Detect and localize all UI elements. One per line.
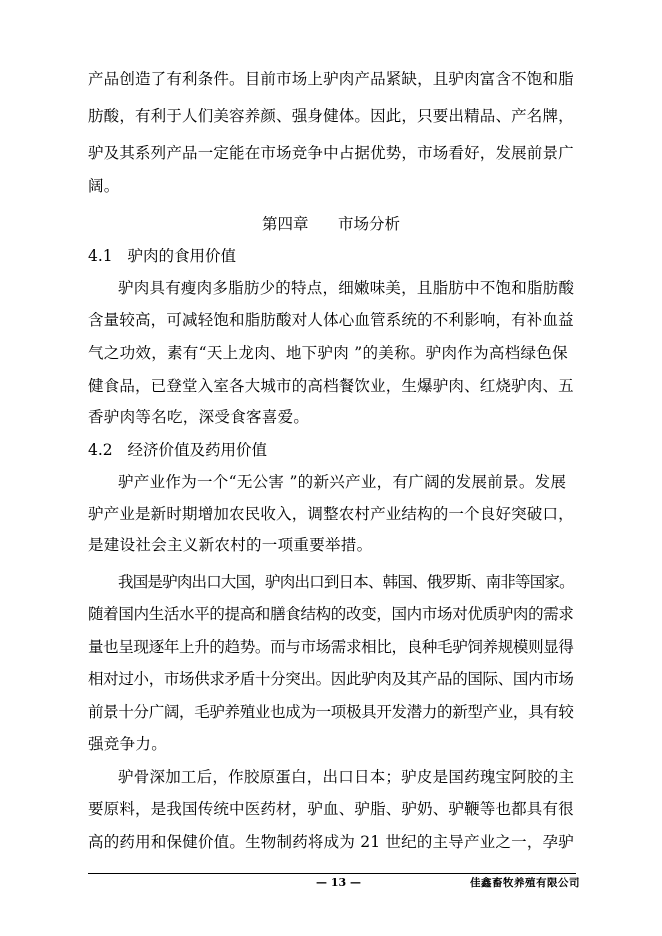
paragraph-line: 强竞争力。 [88,735,168,753]
footer-divider [88,873,576,874]
paragraph-line: 产品创造了有利条件。目前市场上驴肉产品紧缺，且驴肉富含不饱和脂 [88,70,574,88]
paragraph-line: 驴肉具有瘦肉多脂肪少的特点，细嫩味美，且脂肪中不饱和脂肪酸 [118,279,575,297]
paragraph-line: 驴产业是新时期增加农民收入，调整农村产业结构的一个良好突破口， [88,505,574,523]
paragraph-line: 驴产业作为一个“无公害 ”的新兴产业，有广阔的发展前景。发展 [118,473,567,491]
section-heading-4-1 [88,246,236,266]
paragraph-line: 相对过小，市场供求矛盾十分突出。因此驴肉及其产品的国际、国内市场 [88,670,574,688]
section-number: 4.1 [88,247,113,265]
paragraph-line: 健食品，已登堂入室各大城市的高档餐饮业，生爆驴肉、红烧驴肉、五 [88,377,574,395]
page-number: — 13 — [316,876,361,889]
footer-company-name: 佳鑫畜牧养殖有限公司 [470,877,580,889]
paragraph-line: 量也呈现逐年上升的趋势。而与市场需求相比，良种毛驴饲养规模则显得 [88,638,574,656]
paragraph-line: 前景十分广阔，毛驴养殖业也成为一项极具开发潜力的新型产业，具有较 [88,703,574,721]
section-number: 4.2 [88,441,113,459]
paragraph-line: 是建设社会主义新农村的一项重要举措。 [88,536,373,554]
paragraph-line: 随着国内生活水平的提高和膳食结构的改变，国内市场对优质驴肉的需求 [88,605,574,623]
chapter-heading [0,214,662,234]
chapter-title: 市场分析 [338,215,401,233]
paragraph-line: 驴及其系列产品一定能在市场竞争中占据优势，市场看好，发展前景广 [88,144,574,162]
section-title: 经济价值及药用价值 [127,441,267,459]
paragraph-line: 香驴肉等名吃，深受食客喜爱。 [88,408,310,426]
paragraph-line: 阔。 [88,177,120,195]
paragraph-line: 含量较高，可减轻饱和脂肪酸对人体心血管系统的不利影响，有补血益 [88,311,574,329]
paragraph-line: 要原料，是我国传统中医药材，驴血、驴脂、驴奶、驴鞭等也都具有很 [88,800,574,818]
paragraph-line: 肪酸，有利于人们美容养颜、强身健体。因此，只要出精品、产名牌， [88,107,574,125]
paragraph-line: 高的药用和保健价值。生物制药将成为 21 世纪的主导产业之一，孕驴 [88,833,574,851]
section-heading-4-2 [88,440,267,460]
paragraph-line: 我国是驴肉出口大国，驴肉出口到日本、韩国、俄罗斯、南非等国家。 [118,573,574,591]
chapter-number: 第四章 [261,215,309,233]
paragraph-line: 驴骨深加工后，作胶原蛋白，出口日本；驴皮是国药瑰宝阿胶的主 [118,768,575,786]
paragraph-line: 气之功效，素有“天上龙肉、地下驴肉 ”的美称。驴肉作为高档绿色保 [88,344,568,362]
section-title: 驴肉的食用价值 [127,247,236,265]
